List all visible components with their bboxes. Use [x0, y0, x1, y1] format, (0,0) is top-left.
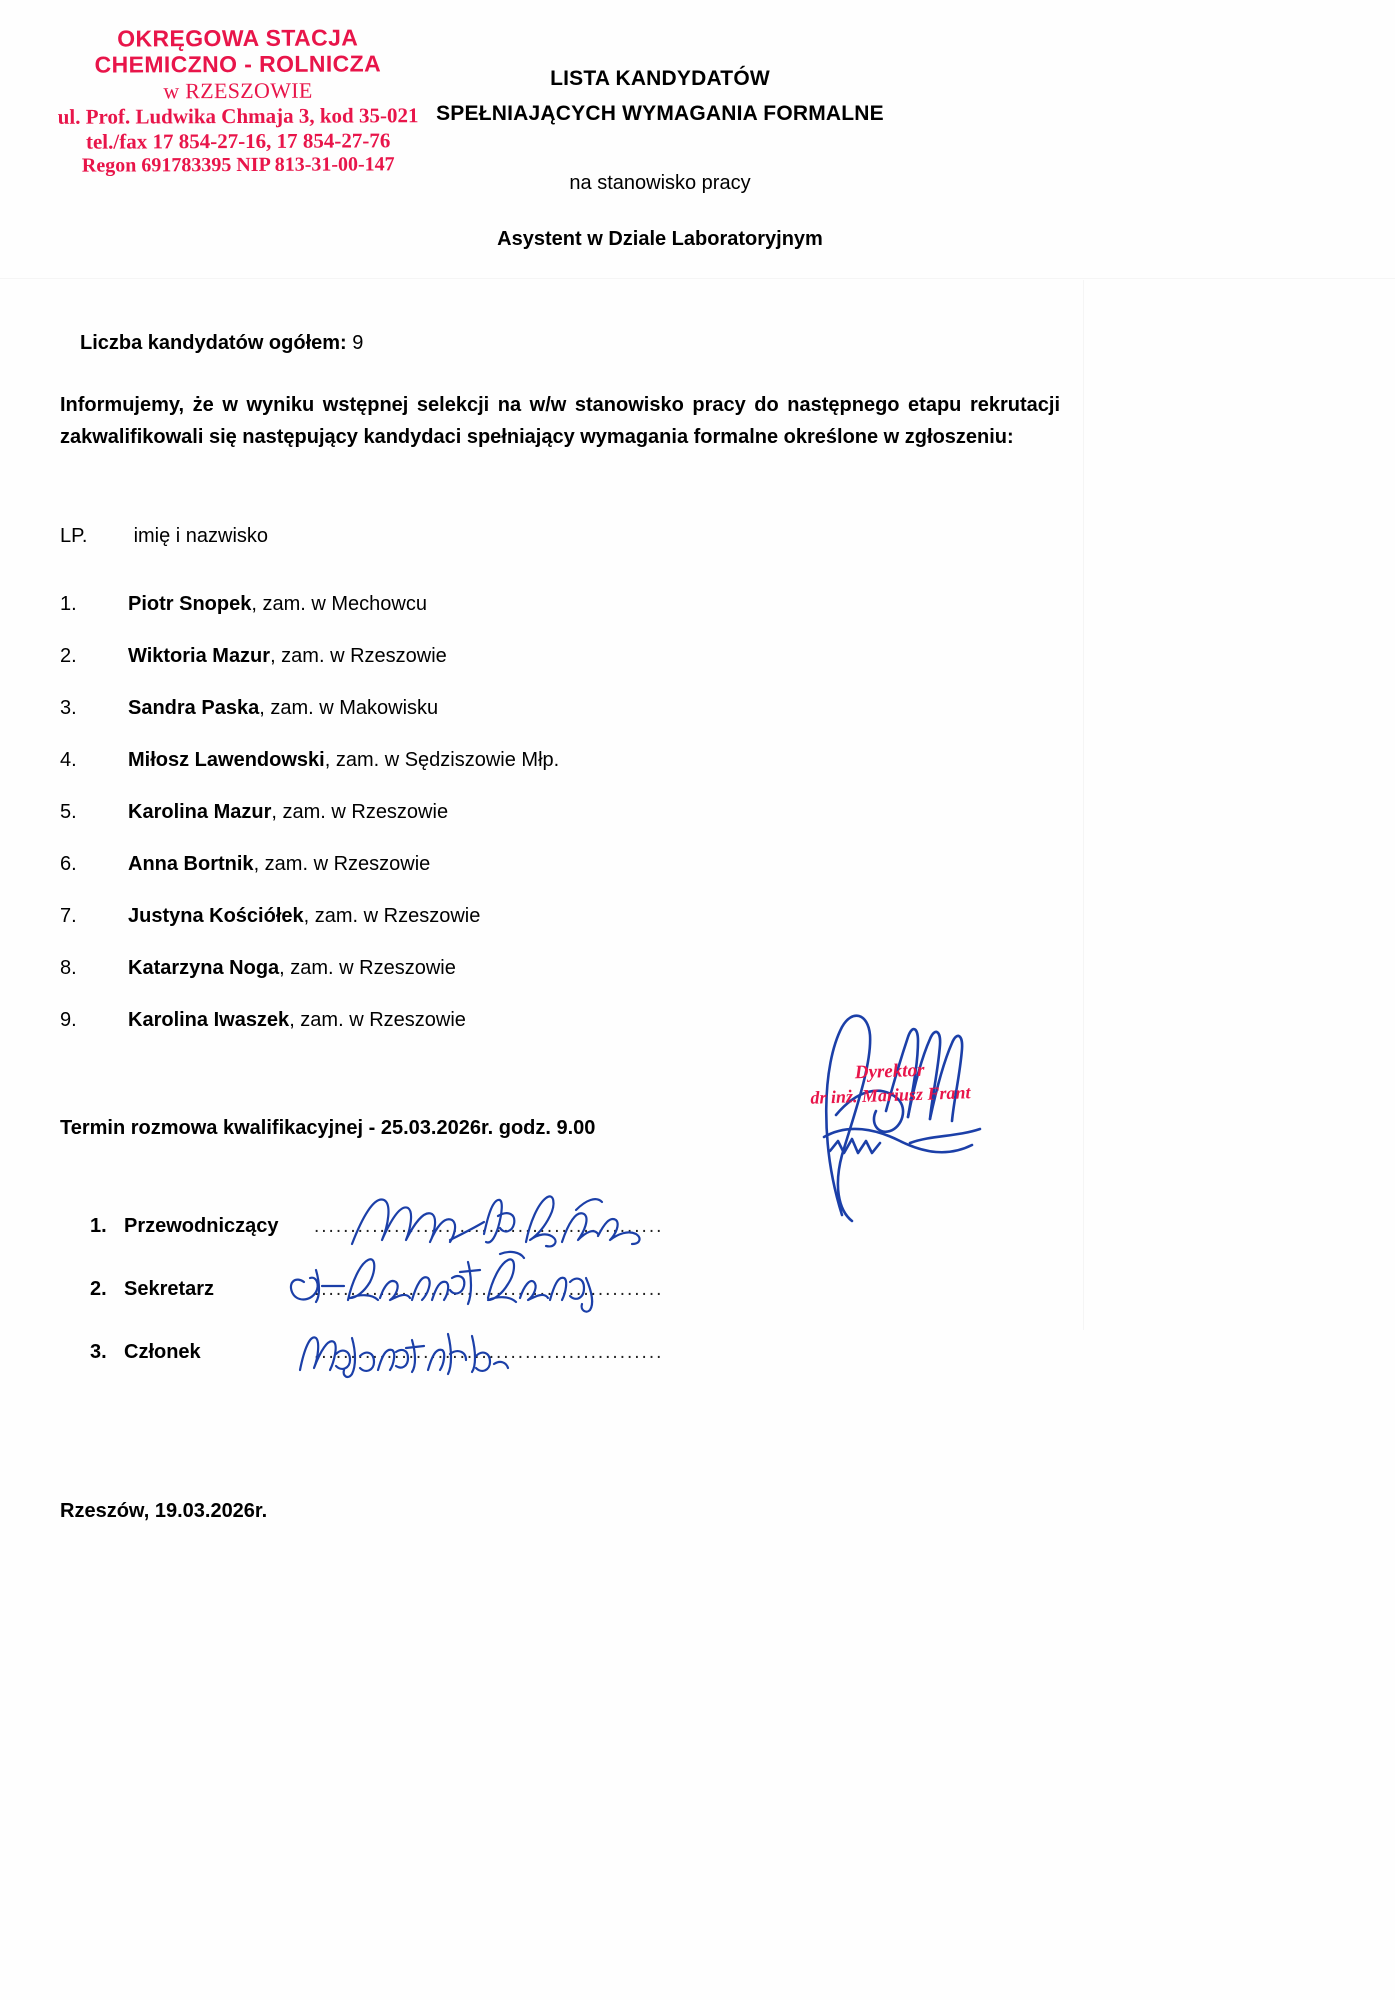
stamp-address: ul. Prof. Ludwika Chmaja 3, kod 35-021 [57, 103, 419, 129]
candidate-residence: , zam. w Rzeszowie [279, 957, 456, 979]
committee-row-member [90, 1341, 790, 1404]
candidate-residence: , zam. w Sędziszowie Młp. [324, 749, 560, 771]
row-index: 1. [60, 593, 77, 615]
signature-dotted-line: ................................................ [314, 1342, 664, 1363]
committee-role-label: Członek [124, 1341, 201, 1363]
committee-row-number: 3. [90, 1341, 107, 1363]
candidate-residence: , zam. w Rzeszowie [253, 853, 431, 875]
committee-role-label: Sekretarz [124, 1278, 215, 1300]
title-line-2: SPEŁNIAJĄCYCH WYMAGANIA FORMALNE [436, 101, 884, 125]
row-index: 7. [60, 905, 77, 927]
list-item [60, 786, 880, 838]
candidate-name: Anna Bortnik [128, 853, 254, 875]
committee-row-secretary [90, 1278, 790, 1341]
stamp-line-3: w RZESZOWIE [163, 77, 313, 103]
scan-artifact [1083, 280, 1084, 1330]
candidate-count-value: 9 [352, 332, 364, 354]
column-header-name: imię i nazwisko [133, 525, 269, 547]
row-index: 5. [60, 801, 77, 823]
candidate-list [60, 578, 880, 1046]
interview-term: Termin rozmowa kwalifikacyjnej - 25.03.2026r. godz. 9.00 [60, 1117, 596, 1139]
stamp-line-2: CHEMICZNO - ROLNICZA [94, 50, 382, 78]
row-index: 8. [60, 957, 77, 979]
row-index: 2. [60, 645, 77, 667]
title-subtitle: na stanowisko pracy [569, 172, 751, 194]
candidate-name: Wiktoria Mazur [128, 645, 271, 667]
row-index: 3. [60, 697, 77, 719]
candidate-name: Sandra Paska [128, 697, 260, 719]
list-item [60, 890, 880, 942]
list-item [60, 682, 880, 734]
list-header [60, 525, 760, 548]
list-item [60, 734, 880, 786]
list-item [60, 942, 880, 994]
director-stamp-name: dr inż. Mariusz Frant [810, 1081, 971, 1108]
candidate-residence: , zam. w Mechowcu [251, 593, 427, 615]
candidate-name: Karolina Mazur [128, 801, 272, 823]
list-item [60, 578, 880, 630]
committee-signature-block [90, 1215, 790, 1404]
signature-dotted-line: ................................................ [314, 1279, 664, 1300]
title-line-1: LISTA KANDYDATÓW [550, 67, 770, 90]
candidate-residence: , zam. w Rzeszowie [289, 1009, 466, 1031]
candidate-name: Katarzyna Noga [128, 957, 280, 979]
candidate-count [80, 332, 363, 355]
candidate-name: Justyna Kościółek [128, 905, 304, 927]
position-title: Asystent w Dziale Laboratoryjnym [497, 228, 823, 250]
stamp-line-1: OKRĘGOWA STACJA [117, 24, 359, 52]
intro-paragraph: Informujemy, że w wyniku wstępnej selekcji na w/w stanowisko pracy do następnego etapu rekrutacji zakwalifikowali się następujący kandydaci spełniający wymagania formalne określone w zgłoszeniu: [60, 394, 1060, 448]
document-footer-date: Rzeszów, 19.03.2026r. [60, 1500, 268, 1522]
candidate-count-label: Liczba kandydatów ogółem: [80, 332, 347, 354]
candidate-residence: , zam. w Makowisku [259, 697, 439, 719]
page-title [360, 62, 960, 131]
signature-dotted-line: ................................................ [314, 1216, 664, 1237]
committee-row-number: 1. [90, 1215, 107, 1237]
stamp-regon-nip: Regon 691783395 NIP 813-31-00-147 [81, 153, 395, 177]
candidate-residence: , zam. w Rzeszowie [303, 905, 481, 927]
scan-artifact [0, 278, 1395, 279]
column-header-lp: LP. [60, 525, 88, 547]
candidate-residence: , zam. w Rzeszowie [271, 801, 449, 823]
candidate-residence: , zam. w Rzeszowie [270, 645, 447, 667]
committee-row-number: 2. [90, 1278, 107, 1300]
row-index: 6. [60, 853, 77, 875]
row-index: 4. [60, 749, 77, 771]
committee-row-chairman [90, 1215, 790, 1278]
director-stamp [794, 1057, 985, 1110]
list-item [60, 630, 880, 682]
candidate-name: Piotr Snopek [128, 593, 252, 615]
row-index: 9. [60, 1009, 77, 1031]
candidate-name: Miłosz Lawendowski [128, 749, 325, 771]
stamp-phone: tel./fax 17 854-27-16, 17 854-27-76 [85, 127, 391, 154]
list-item [60, 994, 880, 1046]
director-stamp-title: Dyrektor [854, 1059, 925, 1084]
candidate-name: Karolina Iwaszek [128, 1009, 290, 1031]
list-item [60, 838, 880, 890]
committee-role-label: Przewodniczący [124, 1215, 279, 1237]
